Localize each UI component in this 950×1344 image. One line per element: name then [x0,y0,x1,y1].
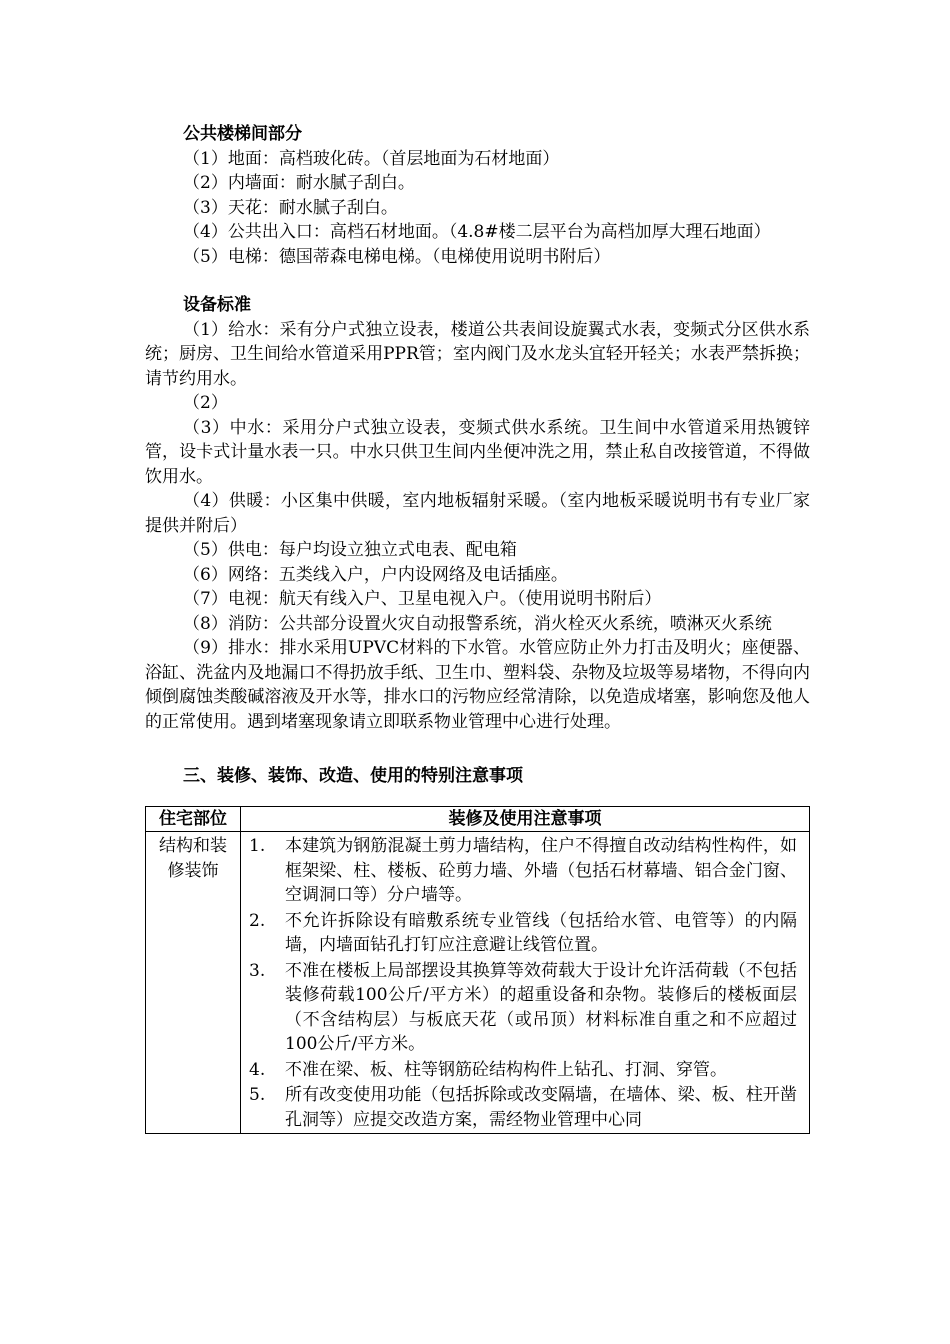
equipment-item-power: （5）供电：每户均设立独立式电表、配电箱 [183,540,517,560]
list-text: 不准在楼板上局部摆设其换算等效荷载大于设计允许活荷载（不包括装修荷载100公斤/平方米）的超重设备和杂物。装修后的楼板面层（不含结构层）与板底天花（或吊顶）材料标准自重之和不应超过100公斤/平方米。 [285,960,797,1054]
spacer [145,269,810,293]
list-text: 所有改变使用功能（包括拆除或改变隔墙，在墙体、梁、板、柱开凿孔洞等）应提交改造方案，需经物业管理中心同 [285,1085,797,1130]
stairwell-item-4: （4）公共出入口：高档石材地面。（4.8#楼二层平台为高档加厚大理石地面） [183,222,771,242]
header-location: 住宅部位 [146,806,241,832]
equipment-item-water-supply: （1）给水：采有分户式独立设表，楼道公共表间设旋翼式水表，变频式分区供水系统；厨房、卫生间给水管道采用PPR管；室内阀门及水龙头宜轻开轻关；水表严禁拆换；请节约用水。 [145,319,810,389]
equipment-item-heating: （4）供暖：小区集中供暖，室内地板辐射采暖。（室内地板采暖说明书有专业厂家提供并附后） [145,491,810,536]
notes-cell [241,832,810,1134]
section-3-heading: 三、装修、装饰、改造、使用的特别注意事项 [183,766,523,786]
equipment-heading: 设备标准 [183,295,251,315]
equipment-item-network: （6）网络：五类线入户，户内设网络及电话插座。 [183,564,568,585]
equipment-item-reclaimed-water: （3）中水：采用分户式独立设表，变频式供水系统。卫生间中水管道采用热镀锌管，设卡式计量水表一只。中水只供卫生间内坐便冲洗之用，禁止私自改接管道，不得做饮用水。 [145,417,810,487]
stairwell-item-1: （1）地面：高档玻化砖。（首层地面为石材地面） [183,148,560,169]
equipment-item-2: （2） [183,393,228,413]
list-number: 3. [249,960,266,981]
list-item [245,909,797,958]
equipment-item-fire: （8）消防：公共部分设置火灾自动报警系统，消火栓灭火系统，喷淋灭火系统 [183,613,772,634]
spacer [145,734,810,758]
header-notes: 装修及使用注意事项 [241,806,810,832]
list-number: 4. [249,1059,266,1080]
stairwell-item-3: （3）天花：耐水腻子刮白。 [183,197,398,218]
list-text: 不允许拆除设有暗敷系统专业管线（包括给水管、电管等）的内隔墙，内墙面钻孔打钉应注意避让线管位置。 [285,910,797,955]
list-number: 5. [249,1085,266,1105]
document-page [145,122,810,1134]
equipment-item-tv: （7）电视：航天有线入户、卫星电视入户。（使用说明书附后） [183,589,662,609]
list-text: 本建筑为钢筋混凝土剪力墙结构，住户不得擅自改动结构性构件，如框架梁、柱、楼板、砼剪力墙、外墙（包括石材幕墙、铝合金门窗、空调洞口等）分户墙等。 [285,836,797,905]
list-item [245,959,797,1057]
equipment-item-drainage: （9）排水：排水采用UPVC材料的下水管。水管应防止外力打击及明火；座便器、浴缸、洗盆内及地漏口不得扔放手纸、卫生巾、塑料袋、杂物及垃圾等易堵物，不得向内倾倒腐蚀类酸碱溶液及开水等，排水口的污物应经常清除，以免造成堵塞，影响您及他人的正常使用。遇到堵塞现象请立即联系物业管理中心进行处理。 [145,638,810,732]
location-cell: 结构和装修装饰 [146,832,241,1134]
list-item [245,834,797,908]
list-number: 1. [249,836,266,856]
list-number: 2. [249,910,266,931]
stairwell-heading: 公共楼梯间部分 [183,124,302,144]
list-item [245,1058,797,1083]
table-row [146,832,810,1134]
stairwell-item-5: （5）电梯：德国蒂森电梯电梯。（电梯使用说明书附后） [183,246,611,267]
list-item [245,1083,797,1132]
list-text: 不准在梁、板、柱等钢筋砼结构构件上钻孔、打洞、穿管。 [285,1059,727,1080]
stairwell-item-2: （2）内墙面：耐水腻子刮白。 [183,173,415,193]
notes-table [145,806,810,1135]
table-header-row [146,806,810,832]
